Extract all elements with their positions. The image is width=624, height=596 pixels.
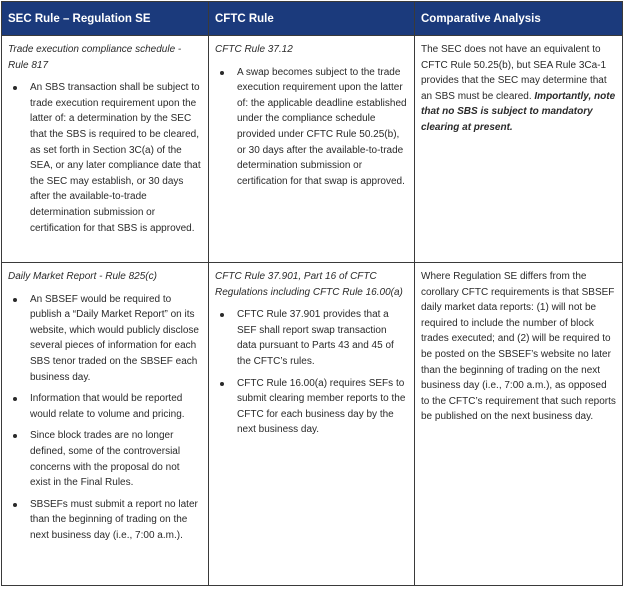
header-sec-rule: SEC Rule – Regulation SE (2, 2, 209, 36)
bullet-icon (13, 397, 17, 401)
bullet-text: An SBS transaction shall be subject to trade execution requirement upon the latter of: a determination by the SEC that the SBS is required to be cleared, as set forth in Section 3C(a) of the SEA, or any later compliance date that the SEC may establish, or 30 days after the available-to-trade determination submission or certification for that SBS is approved. (30, 82, 201, 234)
bullet-text: Since block trades are no longer defined, some of the controversial concerns with the proposal do not exist in the Final Rules. (30, 430, 181, 489)
bullet-icon (220, 313, 224, 317)
cftc-cell (209, 36, 415, 263)
bullet-item (8, 428, 202, 490)
bullet-text: Information that would be reported would relate to volume and pricing. (30, 393, 185, 420)
bullet-item (8, 391, 202, 422)
bullet-icon (13, 86, 17, 90)
bullet-item (8, 497, 202, 544)
header-row (2, 2, 623, 36)
bullet-text: An SBSEF would be required to publish a “Daily Market Report” on its website, which would publicly disclose several pieces of information for each SBS tenor traded on the SBSEF each business day. (30, 293, 199, 383)
sec-cell (2, 263, 209, 586)
cftc-bullet-list (215, 65, 408, 190)
bullet-text: A swap becomes subject to the trade execution requirement upon the latter of: the applicable deadline established under the compliance schedule provided under CFTC Rule 50.25(b), or 30 days after the available-to-trade determination submission or certification for that swap is approved. (237, 66, 407, 187)
bullet-icon (13, 298, 17, 302)
bullet-icon (13, 434, 17, 438)
bullet-item (8, 292, 202, 386)
sec-bullet-list (8, 292, 202, 544)
bullet-text: CFTC Rule 37.901 provides that a SEF shall report swap transaction data pursuant to Parts 43 and 45 of the CFTC’s rules. (237, 309, 394, 367)
sec-cell (2, 36, 209, 263)
bullet-text: CFTC Rule 16.00(a) requires SEFs to submit clearing member reports to the CFTC for each business day by the next business day. (237, 377, 406, 436)
cftc-bullet-list (215, 307, 408, 438)
comparison-table (1, 1, 623, 586)
bullet-icon (220, 382, 224, 386)
bullet-icon (220, 71, 224, 75)
table-row (2, 36, 623, 263)
bullet-item (215, 376, 408, 438)
bullet-item (215, 65, 408, 190)
analysis-text: Where Regulation SE differs from the corollary CFTC requirements is that SBSEF daily market data reports: (1) will not be required to include the number of block trades executed; and (2) will be required to be posted on the SBSEF’s website no later than the beginning of trading on the next business day (i.e., 7:00 a.m.), as opposed to the CFTC’s requirement that such reports be published on the next business day. (421, 271, 616, 423)
sec-rule-title: Daily Market Report - Rule 825(c) (8, 271, 157, 282)
bullet-item (215, 307, 408, 369)
analysis-text: The SEC does not have an equivalent to CFTC Rule 50.25(b), but SEA Rule 3Ca-1 provides that the SEC may determine that an SBS must be cleared. (421, 44, 607, 102)
cftc-rule-title: CFTC Rule 37.901, Part 16 of CFTC Regulations including CFTC Rule 16.00(a) (215, 271, 403, 298)
sec-bullet-list (8, 80, 202, 236)
bullet-text: SBSEFs must submit a report no later than the beginning of trading on the next business day (i.e., 7:00 a.m.). (30, 498, 198, 541)
table-row (2, 263, 623, 586)
header-comparative-analysis: Comparative Analysis (415, 2, 623, 36)
cftc-rule-title: CFTC Rule 37.12 (215, 44, 293, 55)
bullet-icon (13, 503, 17, 507)
header-cftc-rule: CFTC Rule (209, 2, 415, 36)
analysis-cell (415, 36, 623, 263)
analysis-emphasis: Importantly, note that no SBS is subject to mandatory clearing at present. (421, 90, 616, 133)
bullet-item (8, 80, 202, 236)
cftc-cell (209, 263, 415, 586)
analysis-cell (415, 263, 623, 586)
sec-rule-title: Trade execution compliance schedule - Rule 817 (8, 44, 182, 71)
